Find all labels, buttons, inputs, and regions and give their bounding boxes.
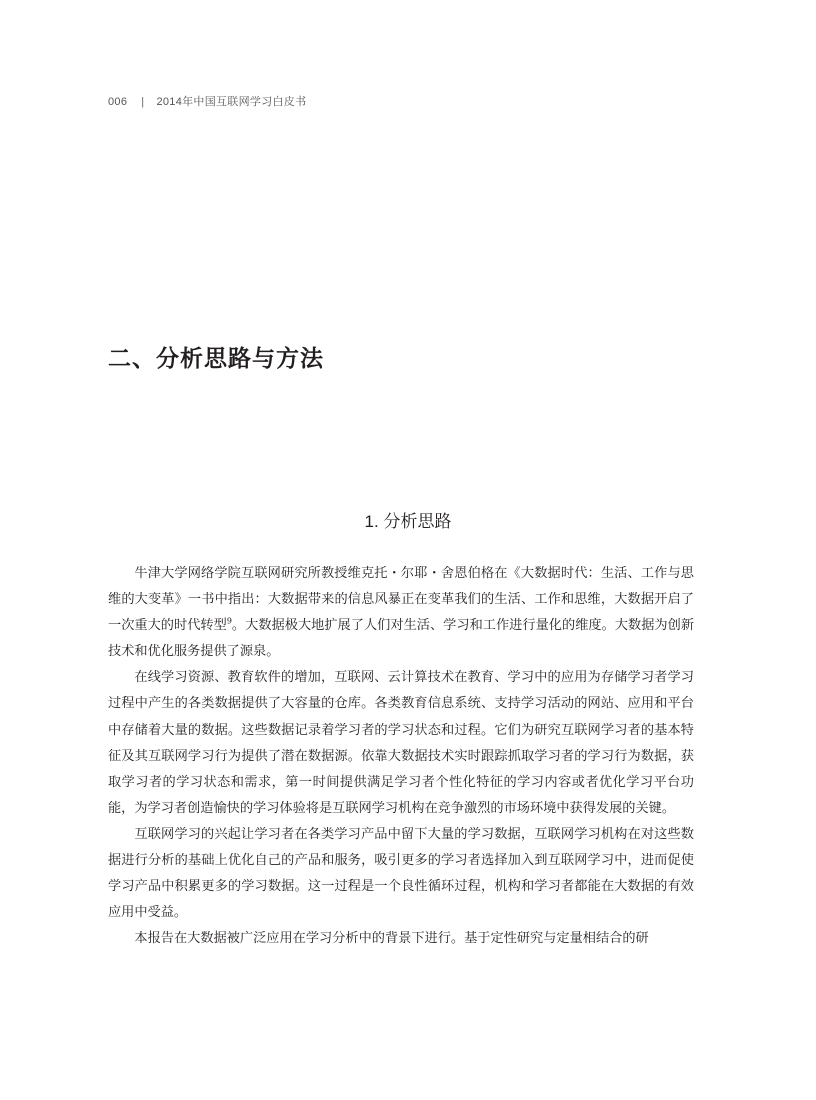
header-separator: | xyxy=(141,96,145,108)
footnote-ref[interactable]: 9 xyxy=(226,616,232,626)
page-number: 006 xyxy=(108,96,128,108)
book-title: 2014年中国互联网学习白皮书 xyxy=(156,96,307,108)
section-title: 1. 分析思路 xyxy=(364,512,452,531)
paragraph-2: 在线学习资源、教育软件的增加，互联网、云计算技术在教育、学习中的应用为存储学习者学习过程中产生的各类数据提供了大容量的仓库。各类教育信息系统、支持学习活动的网站、应用和平台中存储着大量的数据。这些数据记录着学习者的学习状态和过程。它们为研究互联网学习者的基本特征及其互联网学习行为提供了潜在数据源。依靠大数据技术实时跟踪抓取学习者的学习行为数据，获取学习者的学习状态和需求，第一时间提供满足学习者个性化特征的学习内容或者优化学习平台功能，为学习者创造愉快的学习体验将是互联网学习机构在竞争激烈的市场环境中获得发展的关键。 xyxy=(108,670,694,816)
running-header xyxy=(108,93,306,109)
body-text xyxy=(108,561,694,952)
paragraph-1 xyxy=(108,561,694,665)
paragraph-1-text-a: 牛津大学网络学院互联网研究所教授维克托・尔耶・舍恩伯格在《大数据时代：生活、工作与思维的大变革》一书中指出：大数据带来的信息风暴正在变革我们的生活、工作和思维，大数据开启了一次重大的时代转型 xyxy=(108,566,694,634)
paragraph-3: 互联网学习的兴起让学习者在各类学习产品中留下大量的学习数据，互联网学习机构在对这些数据进行分析的基础上优化自己的产品和服务，吸引更多的学习者选择加入到互联网学习中，进而促使学习产品中积累更多的学习数据。这一过程是一个良性循环过程，机构和学习者都能在大数据的有效应用中受益。 xyxy=(108,826,694,921)
paragraph-4: 本报告在大数据被广泛应用在学习分析中的背景下进行。基于定性研究与定量相结合的研 xyxy=(134,931,649,947)
chapter-title: 二、分析思路与方法 xyxy=(108,345,324,372)
paragraph-1-text-b: 。大数据极大地扩展了人们对生活、学习和工作进行量化的维度。大数据为创新技术和优化服务提供了源泉。 xyxy=(108,618,695,660)
